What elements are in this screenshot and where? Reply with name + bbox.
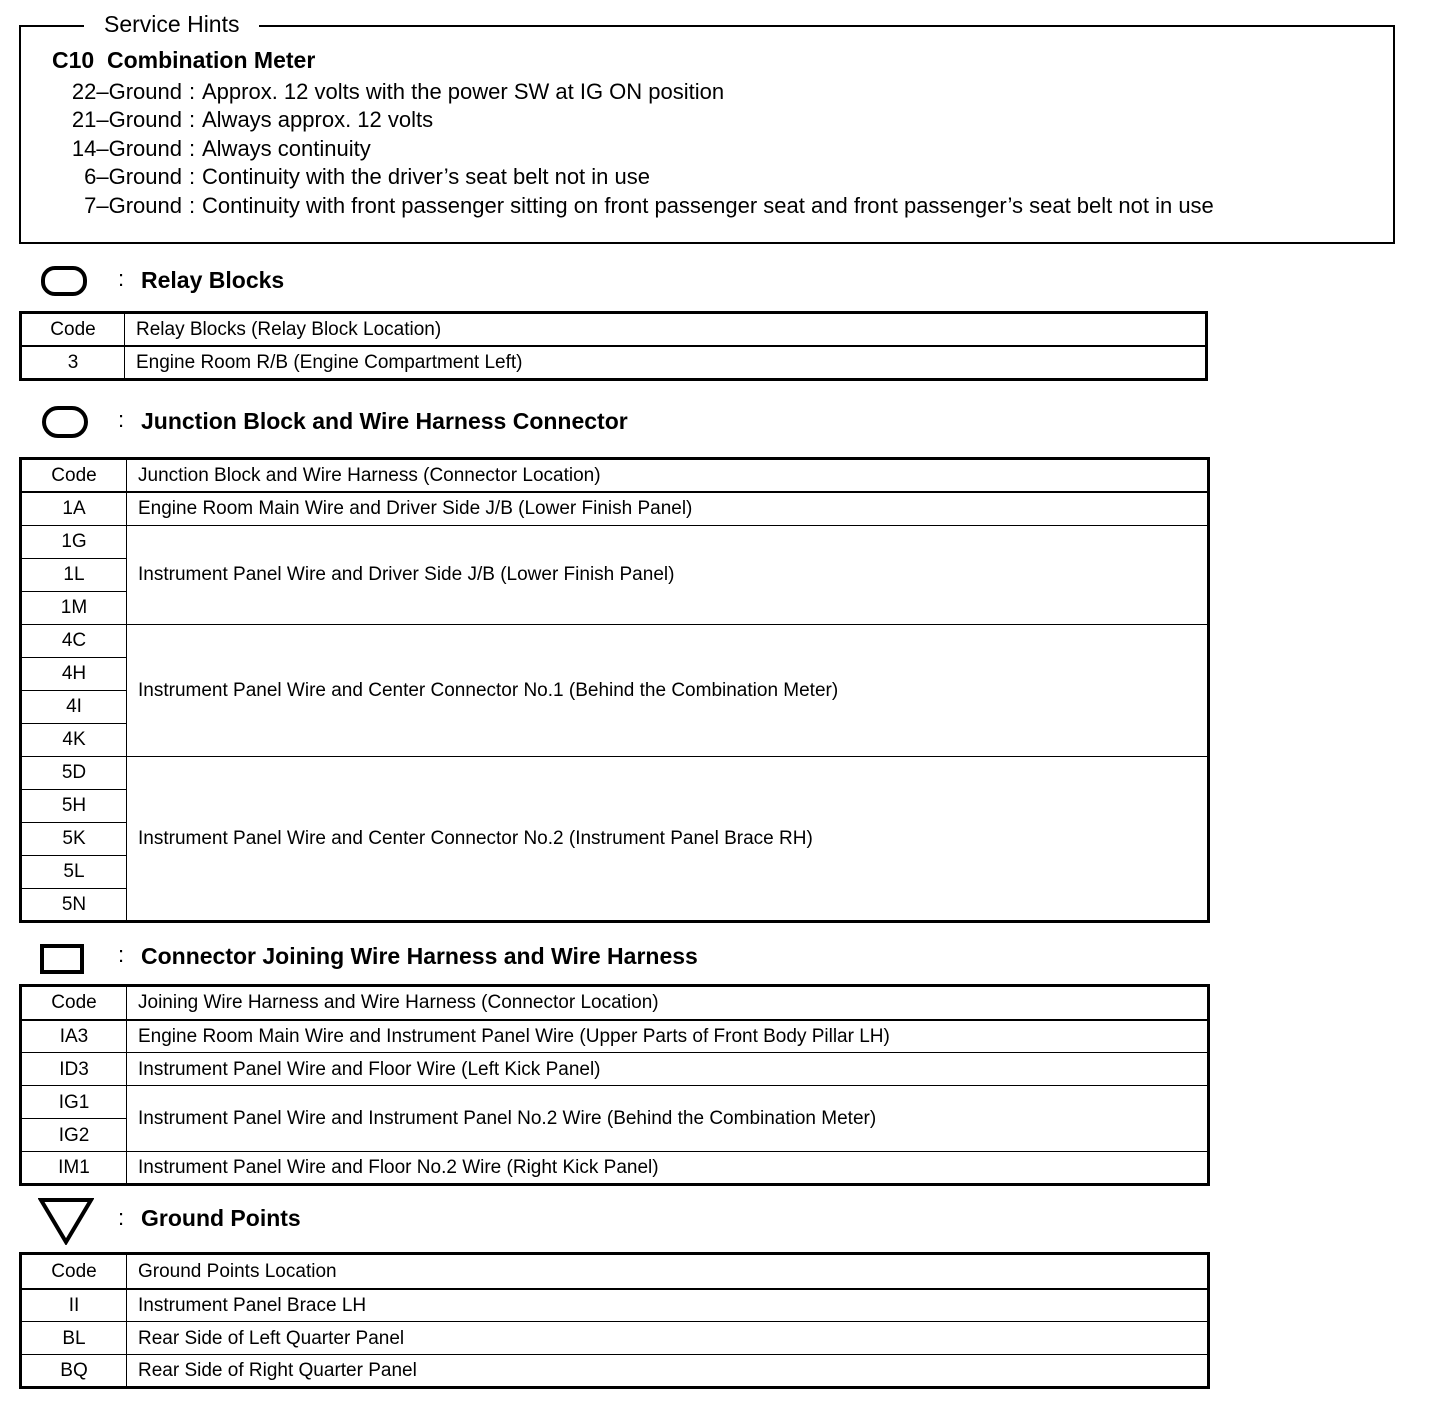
code-cell: 3 — [21, 346, 125, 380]
description-cell: Rear Side of Right Quarter Panel — [127, 1355, 1209, 1388]
code-cell: 5D — [21, 756, 127, 789]
hint-text: Always approx. 12 volts — [202, 107, 434, 132]
table-row — [21, 1053, 1209, 1086]
table-row — [21, 1355, 1209, 1388]
description-cell: Engine Room R/B (Engine Compartment Left) — [125, 346, 1207, 380]
code-cell: 1M — [21, 591, 127, 624]
table-header-row — [21, 313, 1207, 347]
code-cell: II — [21, 1289, 127, 1322]
code-cell: 5L — [21, 855, 127, 888]
hint-text: Continuity with the driver’s seat belt not in use — [202, 164, 650, 189]
table-row — [21, 1152, 1209, 1185]
rounded-rectangle-icon — [40, 265, 88, 302]
code-cell: 5K — [21, 822, 127, 855]
service-hints-heading: Service Hints — [84, 10, 259, 38]
header-description: Junction Block and Wire Harness (Connector Location) — [127, 459, 1209, 493]
hint-terminal: 7–Ground — [84, 193, 182, 218]
service-hint-line — [40, 77, 724, 106]
hint-separator: : — [188, 79, 196, 104]
description-cell: Instrument Panel Wire and Center Connector No.1 (Behind the Combination Meter) — [127, 624, 1209, 756]
header-code: Code — [21, 313, 125, 347]
hint-separator: : — [188, 164, 196, 189]
description-cell: Instrument Panel Wire and Center Connector No.2 (Instrument Panel Brace RH) — [127, 756, 1209, 921]
table-row — [21, 1086, 1209, 1119]
connectors-title: Connector Joining Wire Harness and Wire Harness — [141, 943, 698, 969]
hint-text: Continuity with front passenger sitting on front passenger seat and front passenger’s seat belt not in use — [202, 193, 1214, 218]
code-cell: IG1 — [21, 1086, 127, 1119]
section-colon: : — [118, 266, 125, 291]
code-cell: 1L — [21, 558, 127, 591]
table-row — [21, 1322, 1209, 1355]
header-code: Code — [21, 986, 127, 1020]
description-cell: Instrument Panel Wire and Instrument Panel No.2 Wire (Behind the Combination Meter) — [127, 1086, 1209, 1152]
service-hint-line — [40, 105, 433, 134]
table-row — [21, 525, 1209, 558]
description-cell: Rear Side of Left Quarter Panel — [127, 1322, 1209, 1355]
hint-separator: : — [188, 136, 196, 161]
section-colon: : — [118, 407, 125, 432]
service-hint-line — [40, 134, 371, 163]
code-cell: 4I — [21, 690, 127, 723]
code-cell: ID3 — [21, 1053, 127, 1086]
hint-separator: : — [188, 193, 196, 218]
component-code: C10 — [52, 47, 95, 73]
ground-points-title: Ground Points — [141, 1205, 301, 1231]
code-cell: IA3 — [21, 1020, 127, 1053]
header-description: Ground Points Location — [127, 1254, 1209, 1289]
table-row — [21, 1289, 1209, 1322]
table-header-row — [21, 459, 1209, 493]
junction-blocks-table — [19, 457, 1210, 923]
table-row — [21, 492, 1209, 525]
connectors-table — [19, 984, 1210, 1186]
table-row — [21, 1020, 1209, 1053]
code-cell: 4K — [21, 723, 127, 756]
code-cell: 5H — [21, 789, 127, 822]
header-code: Code — [21, 1254, 127, 1289]
code-cell: BL — [21, 1322, 127, 1355]
code-cell: IM1 — [21, 1152, 127, 1185]
header-description: Relay Blocks (Relay Block Location) — [125, 313, 1207, 347]
hint-terminal: 22–Ground — [71, 79, 182, 104]
hint-separator: : — [188, 107, 196, 132]
description-cell: Instrument Panel Wire and Floor No.2 Wire (Right Kick Panel) — [127, 1152, 1209, 1185]
table-header-row — [21, 986, 1209, 1020]
hint-text: Always continuity — [202, 136, 371, 161]
hint-terminal: 21–Ground — [71, 107, 182, 132]
description-cell: Engine Room Main Wire and Driver Side J/B (Lower Finish Panel) — [127, 492, 1209, 525]
code-cell: 4H — [21, 657, 127, 690]
description-cell: Instrument Panel Brace LH — [127, 1289, 1209, 1322]
code-cell: BQ — [21, 1355, 127, 1388]
oval-icon — [40, 404, 90, 445]
hint-terminal: 14–Ground — [71, 136, 182, 161]
section-colon: : — [118, 1205, 125, 1230]
ground-points-table — [19, 1252, 1210, 1389]
relay-blocks-table — [19, 311, 1208, 381]
hint-terminal: 6–Ground — [84, 164, 182, 189]
code-cell: 5N — [21, 888, 127, 921]
junction-blocks-title: Junction Block and Wire Harness Connector — [141, 408, 628, 434]
code-cell: 1G — [21, 525, 127, 558]
header-description: Joining Wire Harness and Wire Harness (Connector Location) — [127, 986, 1209, 1020]
triangle-down-icon — [38, 1197, 94, 1250]
service-hint-line — [40, 162, 650, 191]
square-icon — [40, 944, 84, 979]
code-cell: IG2 — [21, 1119, 127, 1152]
table-row — [21, 624, 1209, 657]
table-header-row — [21, 1254, 1209, 1289]
component-title — [52, 46, 315, 74]
relay-blocks-title: Relay Blocks — [141, 267, 285, 293]
service-hint-line — [40, 191, 1214, 220]
table-row — [21, 346, 1207, 380]
description-cell: Engine Room Main Wire and Instrument Panel Wire (Upper Parts of Front Body Pillar LH) — [127, 1020, 1209, 1053]
component-name: Combination Meter — [106, 47, 316, 73]
table-row — [21, 756, 1209, 789]
header-code: Code — [21, 459, 127, 493]
code-cell: 1A — [21, 492, 127, 525]
description-cell: Instrument Panel Wire and Floor Wire (Left Kick Panel) — [127, 1053, 1209, 1086]
description-cell: Instrument Panel Wire and Driver Side J/B (Lower Finish Panel) — [127, 525, 1209, 624]
hint-text: Approx. 12 volts with the power SW at IG ON position — [202, 79, 725, 104]
code-cell: 4C — [21, 624, 127, 657]
section-colon: : — [118, 942, 125, 967]
